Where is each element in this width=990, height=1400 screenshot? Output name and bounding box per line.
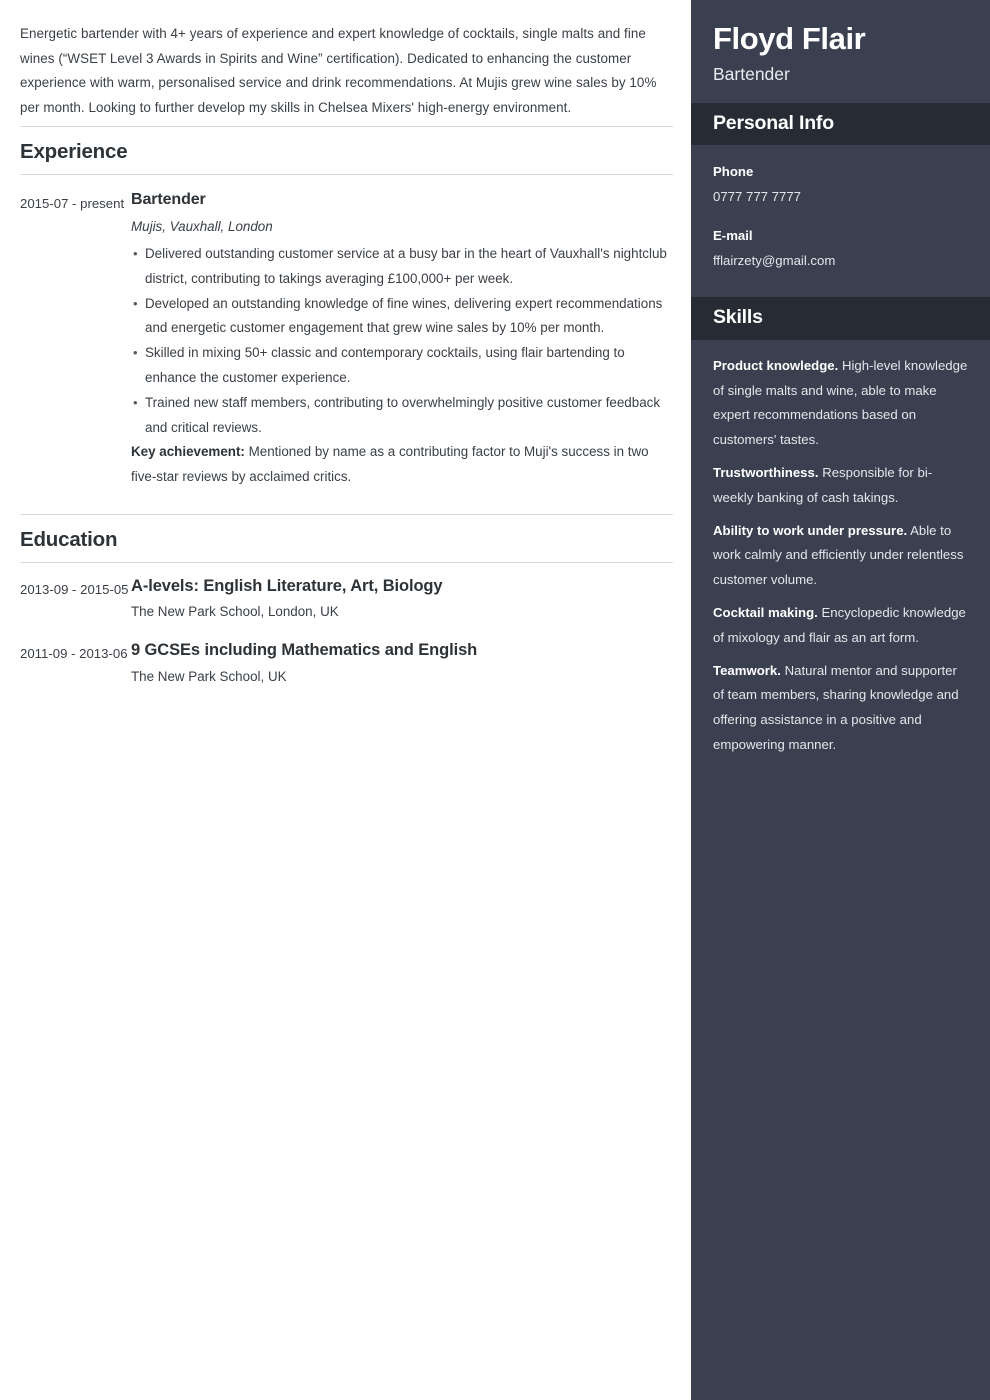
candidate-role: Bartender xyxy=(713,63,790,84)
experience-bullet: • Developed an outstanding knowledge of fine wines, delivering expert recommendations and energetic customer engagement that grew wine sales by 10% per month. xyxy=(131,292,674,342)
contact-value[interactable]: 0777 777 7777 xyxy=(713,189,802,205)
education-dates: 2013-09 - 2015-05 xyxy=(20,581,129,597)
job-title: Bartender xyxy=(131,190,206,208)
skill-name: Product knowledge. xyxy=(713,357,839,373)
skill-description: Able to work calmly and efficiently under relentless customer volume. xyxy=(713,522,964,588)
experience-entry xyxy=(20,175,674,490)
education-heading: Education xyxy=(20,528,118,551)
education-details xyxy=(131,640,674,692)
contact-value[interactable]: fflairzety@gmail.com xyxy=(713,253,836,269)
experience-section xyxy=(20,126,674,490)
employer-location: Mujis, Vauxhall, London xyxy=(131,218,273,234)
contact-email xyxy=(713,223,968,273)
experience-bullet: • Delivered outstanding customer service at a busy bar in the heart of Vauxhall's nightclub district, contributing to takings averaging £100,000+ per week. xyxy=(131,242,674,292)
experience-bullet-list xyxy=(131,242,674,440)
degree-title: A-levels: English Literature, Art, Biology xyxy=(131,576,443,595)
skill-item xyxy=(713,519,968,593)
skill-item xyxy=(713,354,968,453)
skill-description: Responsible for bi-weekly banking of cash takings. xyxy=(713,465,933,505)
skill-name: Trustworthiness. xyxy=(713,465,819,480)
degree-title: 9 GCSEs including Mathematics and English xyxy=(131,641,478,660)
experience-details xyxy=(131,190,674,490)
candidate-name: Floyd Flair xyxy=(713,21,866,56)
skills-band xyxy=(691,297,990,339)
experience-bullet: • Trained new staff members, contributing to overwhelmingly positive customer feedback and critical reviews. xyxy=(131,391,674,441)
school-name: The New Park School, London, UK xyxy=(131,604,339,620)
contact-phone xyxy=(713,159,968,209)
education-dates: 2011-09 - 2013-06 xyxy=(20,646,128,662)
school-name: The New Park School, UK xyxy=(131,668,287,684)
skill-item xyxy=(713,461,968,511)
experience-dates: 2015-07 - present xyxy=(20,195,125,211)
skills-body xyxy=(691,340,990,786)
personal-info-band xyxy=(691,103,990,145)
personal-info-body xyxy=(691,145,990,297)
skill-description: High-level knowledge of single malts and wine, able to make expert recommendations based on customers' tastes. xyxy=(713,357,968,448)
education-entry xyxy=(20,627,674,692)
professional-summary: Energetic bartender with 4+ years of experience and expert knowledge of cocktails, single malts and fine wines (“WSET Level 3 Awards in Spirits and Wine” certification). Dedicated to enhancing the customer experience with warm, personalised service and drink recommendations. At Mujis grew wine sales by 10% per month. Looking to further develop my skills in Chelsea Mixers' high-energy environment. xyxy=(20,26,657,115)
personal-info-heading: Personal Info xyxy=(713,111,834,134)
skills-heading: Skills xyxy=(713,306,763,329)
skill-description: Encyclopedic knowledge of mixology and flair as an art form. xyxy=(713,604,966,645)
skill-name: Teamwork. xyxy=(713,662,781,678)
skill-item xyxy=(713,601,968,651)
skill-name: Ability to work under pressure. xyxy=(713,522,908,538)
skill-item xyxy=(713,659,968,758)
contact-label: E-mail xyxy=(713,228,753,244)
key-achievement xyxy=(131,440,674,490)
education-section xyxy=(20,514,674,692)
education-entry xyxy=(20,563,674,628)
experience-heading: Experience xyxy=(20,140,128,164)
key-achievement-text: Mentioned by name as a contributing factor to Muji's success in two five-star reviews by acclaimed critics. xyxy=(131,444,649,485)
education-details xyxy=(131,576,674,628)
contact-label: Phone xyxy=(713,164,754,180)
skill-description: Natural mentor and supporter of team members, sharing knowledge and offering assistance in a positive and empowering manner. xyxy=(713,662,959,752)
key-achievement-label: Key achievement: xyxy=(131,444,245,460)
sidebar-header xyxy=(691,0,990,103)
skill-name: Cocktail making. xyxy=(713,604,818,620)
sidebar xyxy=(691,0,990,1400)
experience-bullet: • Skilled in mixing 50+ classic and contemporary cocktails, using flair bartending to enhance the customer experience. xyxy=(131,341,674,391)
